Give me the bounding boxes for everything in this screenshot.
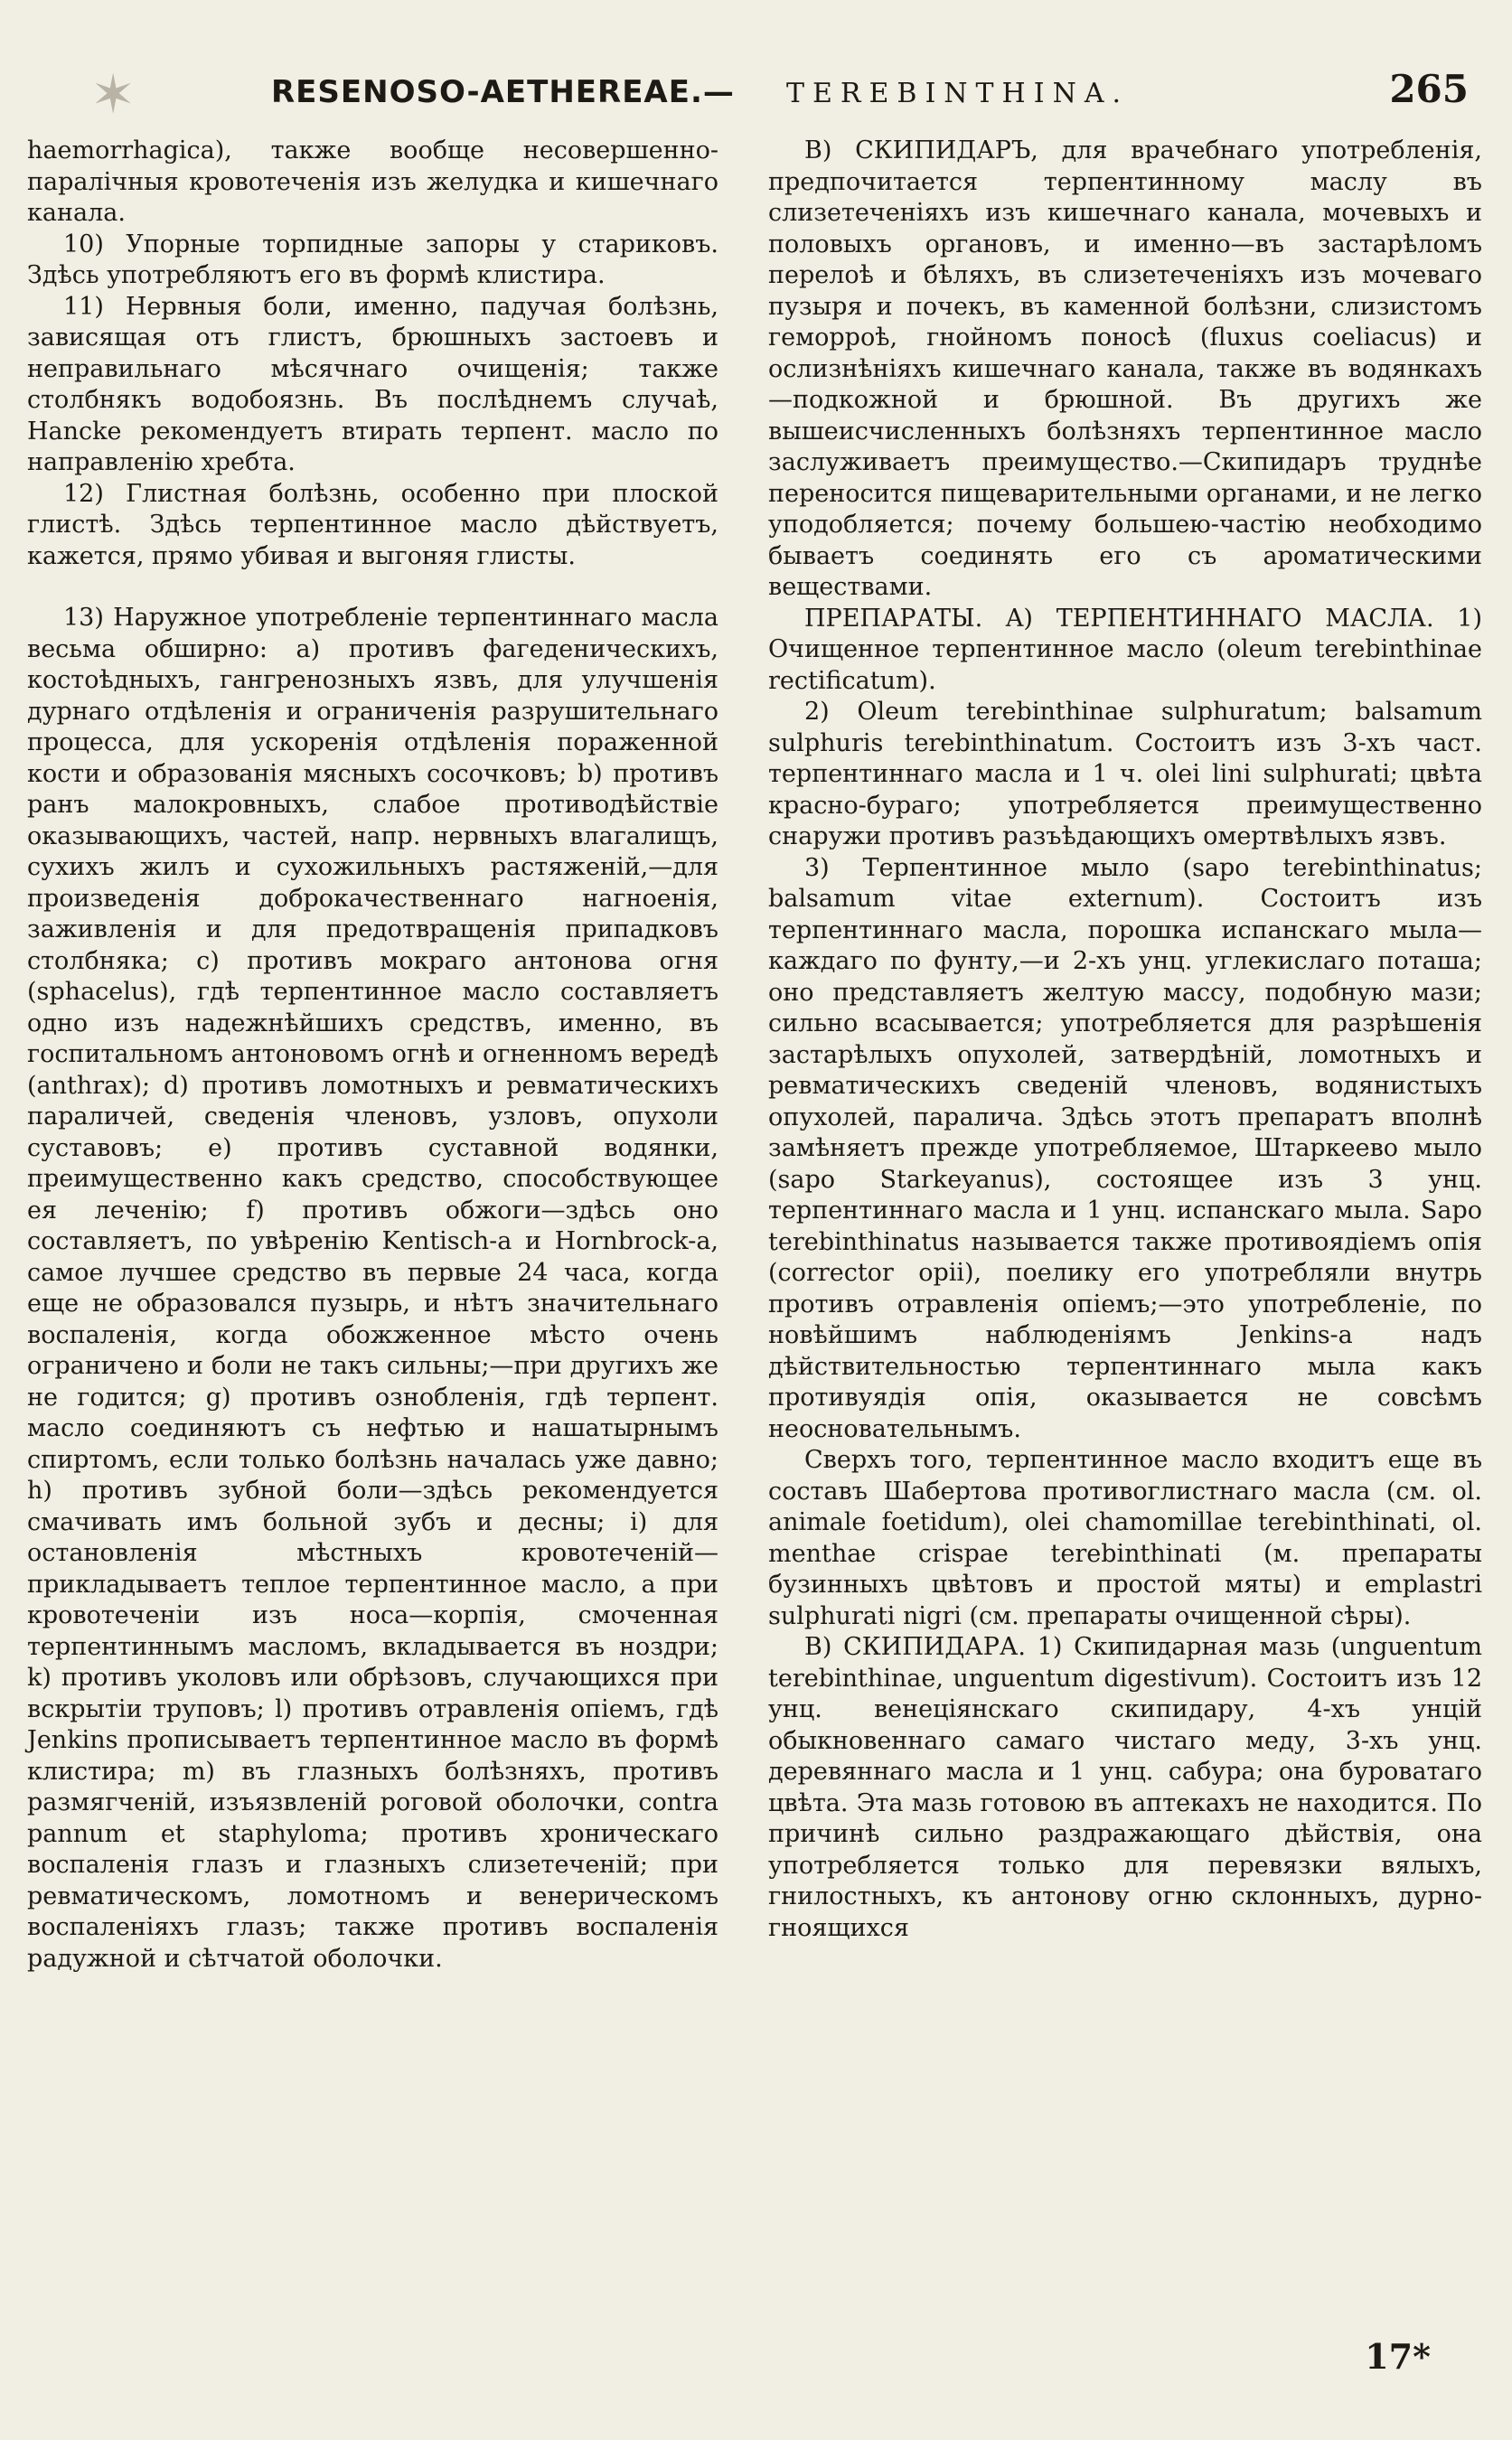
paragraph: B) СКИПИДАРЪ, для врачебнаго употребленія, предпочитается терпентинному маслу въ слизетеченіяхъ изъ кишечнаго канала, мочевыхъ и половыхъ органовъ, и именно—въ застарѣломъ перелоѣ и бѣляхъ, въ слизетеченіяхъ изъ мочеваго пузыря и почекъ, въ каменной болѣзни, слизистомъ геморроѣ, гнойномъ поносѣ (fluxus coeliacus) и ослизнѣніяхъ кишечнаго канала, также въ водянкахъ—подкожной и брюшной. Въ другихъ же вышеисчисленныхъ болѣзняхъ терпентинное масло заслуживаетъ преимущество.—Скипидаръ труднѣе переносится пищеварительными органами, и не легко уподобляется; почему большею-частію необходимо бываетъ соединять его съ ароматическими веществами. bbox=[768, 136, 1482, 601]
signature-mark: 17* bbox=[1365, 2336, 1431, 2377]
page-number: 265 bbox=[1389, 67, 1469, 111]
paragraph: B) СКИПИДАРА. 1) Скипидарная мазь (unguentum terebinthinae, unguentum digestivum). Состоитъ изъ 12 унц. венеціянскаго скипидару, 4-хъ унцій обыкновеннаго самаго чистаго меду, 3-хъ унц. деревяннаго масла и 1 унц. сабура; она буроватаго цвѣта. Эта мазь готовою въ аптекахъ не находится. По причинѣ сильно раздражающаго дѣйствія, она употребляется только для перевязки вялыхъ, гнилостныхъ, къ антонову огню склонныхъ, дурно-гноящихся bbox=[768, 1633, 1482, 1942]
paragraph: haemorrhagica), также вообще несовершенно-паралічныя кровотеченія изъ желудка и кишечнаго канала. bbox=[27, 136, 718, 227]
paragraph: 3) Терпентинное мыло (sapo terebinthinatus; balsamum vitae externum). Состоитъ изъ терпентиннаго масла, порошка испанскаго мыла—каждаго по фунту,—и 2-хъ унц. углекислаго поташа; оно представляетъ желтую массу, подобную мази; сильно всасывается; употребляется для разрѣшенія застарѣлыхъ опухолей, затвердѣній, ломотныхъ и ревматическихъ сведеній членовъ, водянистыхъ опухолей, паралича. Здѣсь этотъ препаратъ вполнѣ замѣняетъ прежде употребляемое, Штаркеево мыло (sapo Starkeyanus), состоящее изъ 3 унц. терпентиннаго масла и 1 унц. испанскаго мыла. Sapo terebinthinatus называется также противоядіемъ опія (corrector opii), поелику его употребляли внутрь противъ отравленія опіемъ;—это употребленіе, по новѣйшимъ наблюденіямъ Jenkins-а надъ дѣйствительностью терпентиннаго мыла какъ противуядія опія, оказывается не совсѣмъ неосновательнымъ. bbox=[768, 853, 1482, 1443]
section-heading-paragraph: ПРЕПАРАТЫ. A) ТЕРПЕНТИННАГО МАСЛА. 1) Очищенное терпентинное масло (oleum terebinthinae rectificatum). bbox=[768, 604, 1482, 695]
right-column bbox=[768, 136, 1482, 1944]
ink-mark-icon: ✶ bbox=[90, 63, 136, 127]
paragraph: Сверхъ того, терпентинное масло входитъ еще въ составъ Шабертова противоглистнаго масла (см. ol. animale foetidum), olei chamomillae terebinthinati, ol. menthae crispae terebinthinati (м. препараты бузинныхъ цвѣтовъ и простой мяты) и emplastri sulphurati nigri (см. препараты очищенной сѣры). bbox=[768, 1446, 1482, 1630]
paragraph: 11) Нервныя боли, именно, падучая болѣзнь, зависящая отъ глистъ, брюшныхъ застоевъ и неправильнаго мѣсячнаго очищенія; также столбнякъ водобоязнь. Въ послѣднемъ случаѣ, Hancke рекомендуетъ втирать терпент. масло по направленію хребта. bbox=[27, 292, 718, 476]
running-head-left: RESENOSO-AETHEREAE.— bbox=[271, 74, 735, 110]
running-head-right: TEREBINTHINA. bbox=[786, 78, 1130, 109]
left-column bbox=[27, 136, 718, 1975]
paragraph: 2) Oleum terebinthinae sulphuratum; balsamum sulphuris terebinthinatum. Состоитъ изъ 3-хъ част. терпентиннаго масла и 1 ч. olei lini sulphurati; цвѣта красно-бураго; употребляется преимущественно снаружи противъ разъѣдающихъ омертвѣлыхъ язвъ. bbox=[768, 698, 1482, 850]
paragraph: 12) Глистная болѣзнь, особенно при плоской глистѣ. Здѣсь терпентинное масло дѣйствуетъ, кажется, прямо убивая и выгоняя глисты. bbox=[27, 479, 718, 570]
paragraph: 10) Упорные торпидные запоры у стариковъ. Здѣсь употребляютъ его въ формѣ клистира. bbox=[27, 230, 718, 289]
paragraph: 13) Наружное употребленіе терпентиннаго масла весьма обширно: а) противъ фагеденическихъ, костоѣдныхъ, гангренозныхъ язвъ, для улучшенія дурнаго отдѣленія и ограниченія разрушительнаго процесса, для ускоренія отдѣленія пораженной кости и образованія мясныхъ сосочковъ; b) противъ ранъ малокровныхъ, слабое противодѣйствіе оказывающихъ, частей, напр. нервныхъ влагалищъ, сухихъ жилъ и сухожильныхъ растяженій,—для произведенія доброкачественнаго нагноенія, заживленія и для предотвращенія припадковъ столбняка; c) противъ мокраго антонова огня (sphacelus), гдѣ терпентинное масло составляетъ одно изъ надежнѣйшихъ средствъ, именно, въ госпитальномъ антоновомъ огнѣ и огненномъ вередѣ (anthrax); d) противъ ломотныхъ и ревматическихъ параличей, сведенія членовъ, узловъ, опухоли суставовъ; e) противъ суставной водянки, преимущественно какъ средство, способствующее ея леченію; f) противъ обжоги—здѣсь оно составляетъ, по увѣренію Kentisch-а и Hornbrock-а, самое лучшее средство въ первые 24 часа, когда еще не образовался пузырь, и нѣтъ значительнаго воспаленія, когда обожженное мѣсто очень ограничено и боли не такъ сильны;—при другихъ же не годится; g) противъ ознобленія, гдѣ терпент. масло соединяютъ съ нефтью и нашатырнымъ спиртомъ, если только болѣзнь началась уже давно; h) противъ зубной боли—здѣсь рекомендуется смачивать имъ больной зубъ и десны; i) для остановленія мѣстныхъ кровотеченій—прикладываетъ теплое терпентинное масло, а при кровотеченіи изъ носа—корпія, смоченная терпентиннымъ масломъ, вкладывается въ ноздри; k) противъ уколовъ или обрѣзовъ, случающихся при вскрытіи труповъ; l) противъ отравленія опіемъ, гдѣ Jenkins прописываетъ терпентинное масло въ формѣ клистира; m) въ глазныхъ болѣзняхъ, противъ размягченій, изъязвленій роговой оболочки, contra pannum et staphyloma; противъ хроническаго воспаленія глазъ и глазныхъ слизетеченій; при ревматическомъ, ломотномъ и венерическомъ воспаленіяхъ глазъ; также противъ воспаленія радужной и сѣтчатой оболочки. bbox=[27, 604, 718, 1973]
